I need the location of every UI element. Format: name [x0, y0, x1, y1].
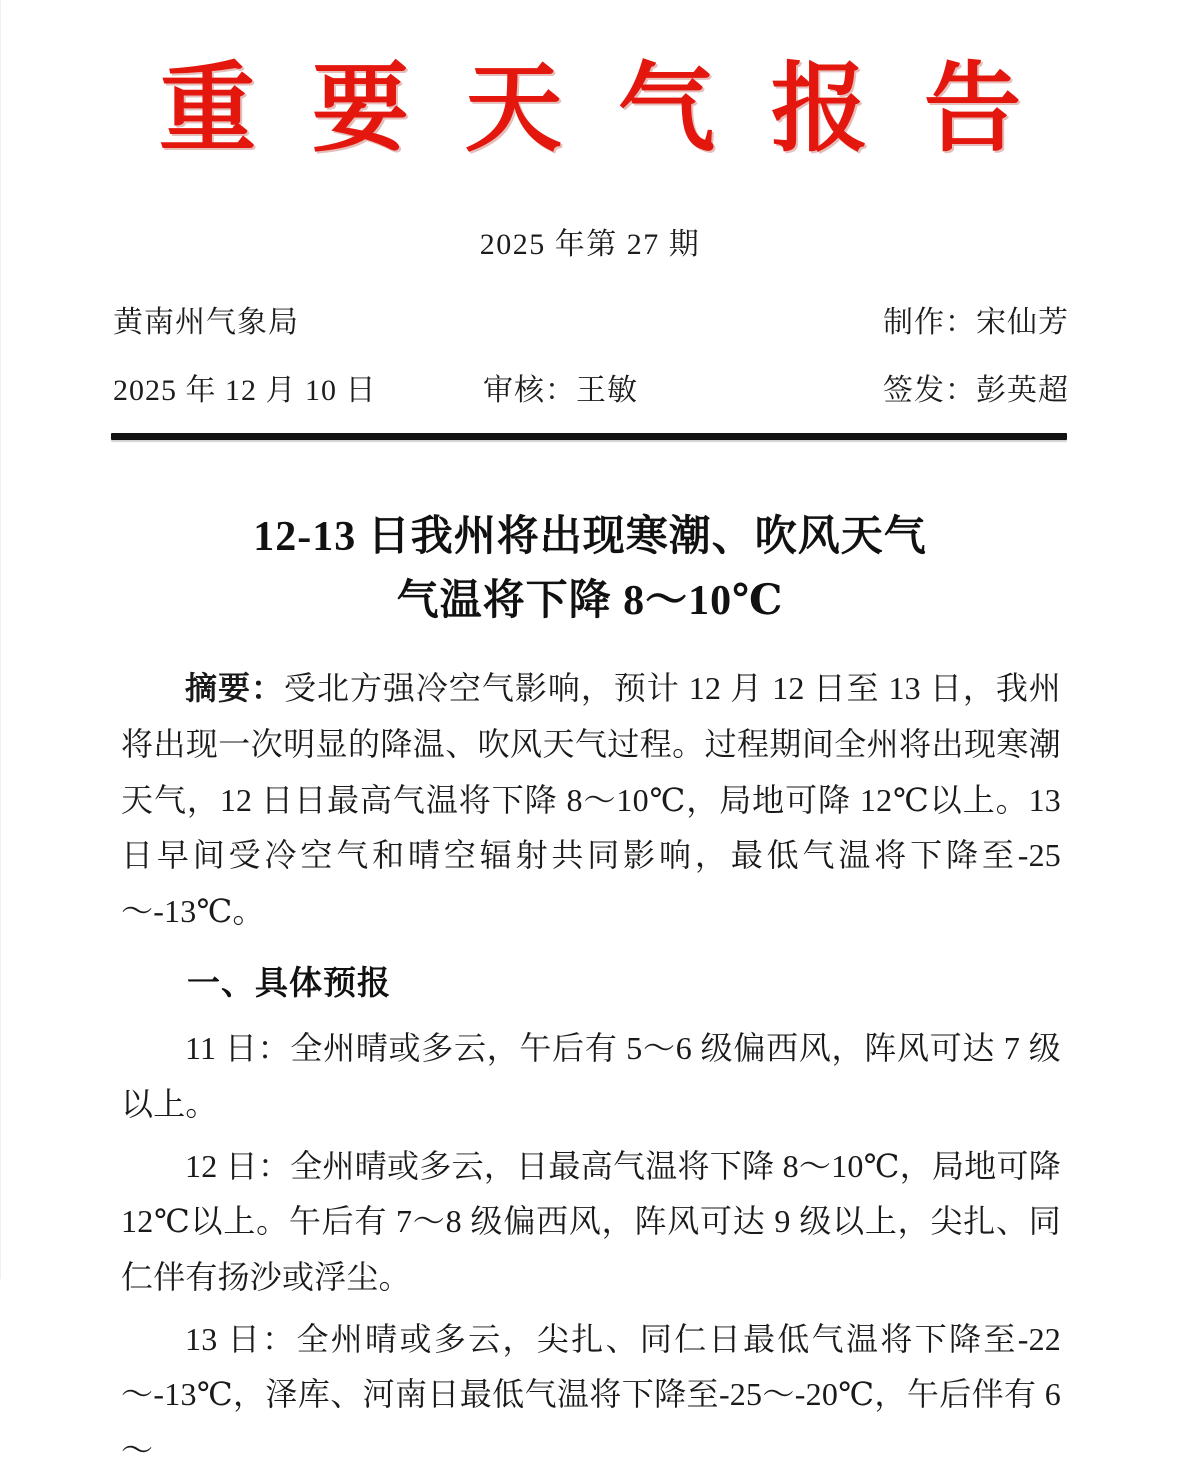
abstract-text: 受北方强冷空气影响，预计 12 月 12 日至 13 日，我州将出现一次明显的降温、吹风天气过程。过程期间全州将出现寒潮天气，12 日日最高气温将下降 8～10℃，局地可降 12℃以上。13 日早间受冷空气和晴空辐射共同影响，最低气温将下降至-25～-13℃。	[121, 670, 1062, 930]
article-body	[121, 661, 1061, 1478]
issue-number: 2025 年第 27 期	[479, 227, 701, 261]
meta-row-date	[113, 365, 1069, 409]
issue-date: 2025 年 12 月 10 日	[113, 373, 377, 407]
abstract-label: 摘要：	[185, 670, 284, 707]
masthead-title: 重要天气报告	[159, 56, 1077, 163]
signed-by: 签发：彭英超	[883, 373, 1069, 407]
forecast-paragraph-day-12: 12 日：全州晴或多云，日最高气温将下降 8～10℃，局地可降 12℃以上。午后有 7～8 级偏西风，阵风可达 9 级以上，尖扎、同仁伴有扬沙或浮尘。	[121, 1147, 1061, 1295]
masthead	[1, 0, 1179, 163]
meta-row-issuer	[113, 297, 1069, 341]
article-headline	[91, 506, 1089, 634]
forecast-paragraph-day-13: 13 日：全州晴或多云，尖扎、同仁日最低气温将下降至-22～-13℃，泽库、河南日最低气温将下降至-25～-20℃，午后伴有 6～	[121, 1320, 1061, 1468]
header-divider-rule	[111, 433, 1067, 440]
forecast-paragraph-day-11: 11 日：全州晴或多云，午后有 5～6 级偏西风，阵风可达 7 级以上。	[121, 1030, 1061, 1122]
document-meta	[113, 297, 1069, 409]
abstract-paragraph	[121, 661, 1061, 939]
section-heading-specific-forecast: 一、具体预报	[187, 963, 391, 1001]
headline-line-1: 12-13 日我州将出现寒潮、吹风天气	[253, 513, 927, 560]
reviewed-by: 审核：王敏	[483, 373, 638, 407]
produced-by: 制作：宋仙芳	[883, 305, 1069, 339]
issuer-name: 黄南州气象局	[113, 305, 299, 339]
headline-line-2: 气温将下降 8～10℃	[396, 577, 784, 624]
